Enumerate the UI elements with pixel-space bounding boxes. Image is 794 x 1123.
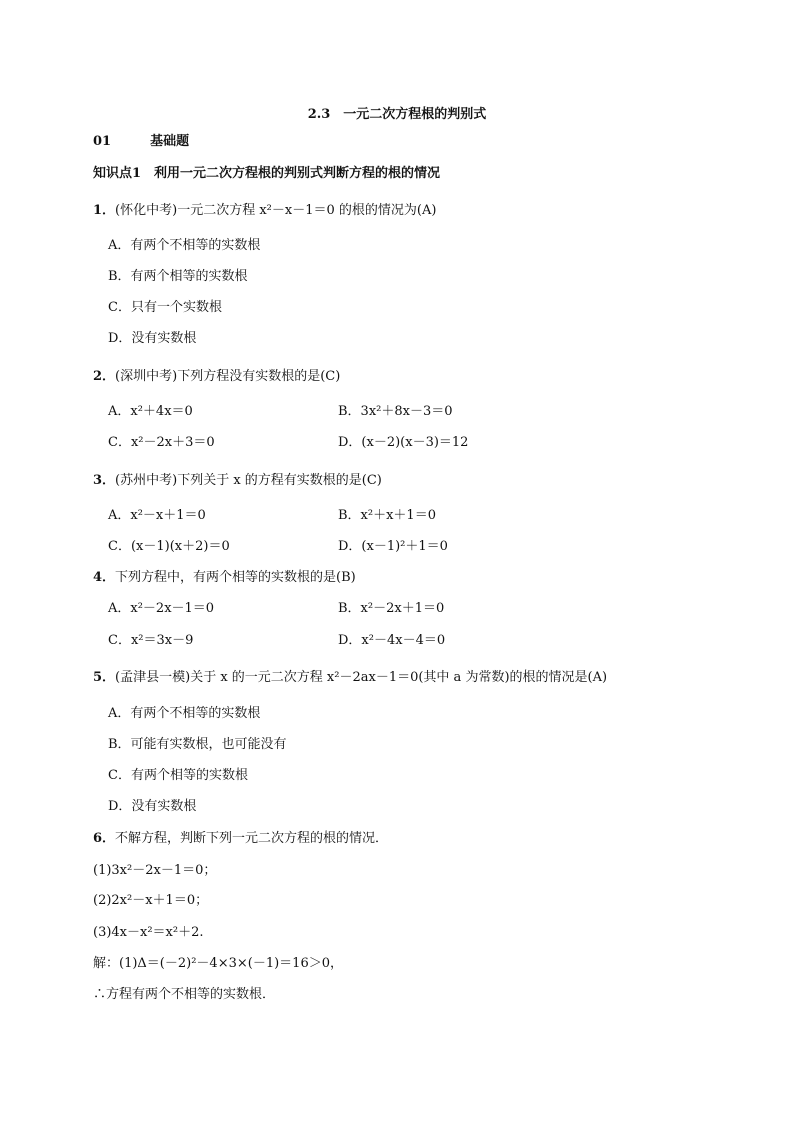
q5-option-d: D．没有实数根 (108, 799, 197, 814)
question-text: (孟津县一模)关于 x 的一元二次方程 x²－2ax－1＝0(其中 a 为常数)的根的情况是(A) (115, 670, 608, 685)
question-4 (93, 570, 356, 586)
q5-option-b: B．可能有实数根，也可能没有 (108, 737, 287, 752)
question-number: 2． (93, 369, 116, 384)
q2-option-c: C．x²－2x＋3＝0 (108, 435, 215, 450)
q4-option-a: A．x²－2x－1＝0 (108, 601, 215, 616)
q1-option-a: A．有两个不相等的实数根 (108, 238, 261, 253)
q2-option-a: A．x²＋4x＝0 (108, 404, 193, 419)
question-number: 1． (93, 203, 116, 218)
section-label: 基础题 (150, 134, 190, 149)
q3-option-a: A．x²－x＋1＝0 (108, 508, 206, 523)
q6-conclusion: ∴方程有两个不相等的实数根． (93, 987, 276, 1002)
question-text: 下列方程中，有两个相等的实数根的是(B) (115, 570, 356, 585)
q3-option-c: C．(x－1)(x＋2)＝0 (108, 539, 230, 554)
knowledge-point-heading: 知识点1 利用一元二次方程根的判别式判断方程的根的情况 (93, 166, 441, 181)
q3-option-b: B．x²＋x＋1＝0 (338, 508, 436, 523)
q6-item-2: (2)2x²－x＋1＝0； (93, 893, 209, 908)
q2-option-d: D．(x－2)(x－3)＝12 (338, 435, 469, 450)
q4-option-b: B．x²－2x＋1＝0 (338, 601, 445, 616)
section-heading (93, 134, 189, 150)
question-number: 4． (93, 570, 116, 585)
q3-option-d: D．(x－1)²＋1＝0 (338, 539, 448, 554)
section-number: 01 (93, 134, 112, 149)
q2-option-b: B．3x²＋8x－3＝0 (338, 404, 453, 419)
question-text: (怀化中考)一元二次方程 x²－x－1＝0 的根的情况为(A) (115, 203, 437, 218)
q4-option-c: C．x²＝3x－9 (108, 633, 194, 648)
q6-solution: 解：(1)Δ＝(－2)²－4×3×(－1)＝16＞0， (93, 956, 343, 971)
q6-item-1: (1)3x²－2x－1＝0； (93, 863, 217, 878)
q1-option-c: C．只有一个实数根 (108, 300, 222, 315)
question-text: (苏州中考)下列关于 x 的方程有实数根的是(C) (115, 473, 382, 488)
page-title: 2.3 一元二次方程根的判别式 (307, 107, 487, 122)
question-2 (93, 369, 340, 385)
question-3 (93, 473, 382, 489)
question-number: 5． (93, 670, 116, 685)
q5-option-a: A．有两个不相等的实数根 (108, 706, 261, 721)
question-text: (深圳中考)下列方程没有实数根的是(C) (115, 369, 341, 384)
question-text: 不解方程，判断下列一元二次方程的根的情况． (115, 831, 389, 846)
question-5 (93, 670, 607, 686)
question-6 (93, 831, 388, 847)
question-1 (93, 203, 436, 219)
q5-option-c: C．有两个相等的实数根 (108, 768, 248, 783)
question-number: 3． (93, 473, 116, 488)
q1-option-b: B．有两个相等的实数根 (108, 269, 248, 284)
q1-option-d: D．没有实数根 (108, 331, 197, 346)
q4-option-d: D．x²－4x－4＝0 (338, 633, 446, 648)
question-number: 6． (93, 831, 116, 846)
q6-item-3: (3)4x－x²＝x²＋2. (93, 925, 204, 940)
